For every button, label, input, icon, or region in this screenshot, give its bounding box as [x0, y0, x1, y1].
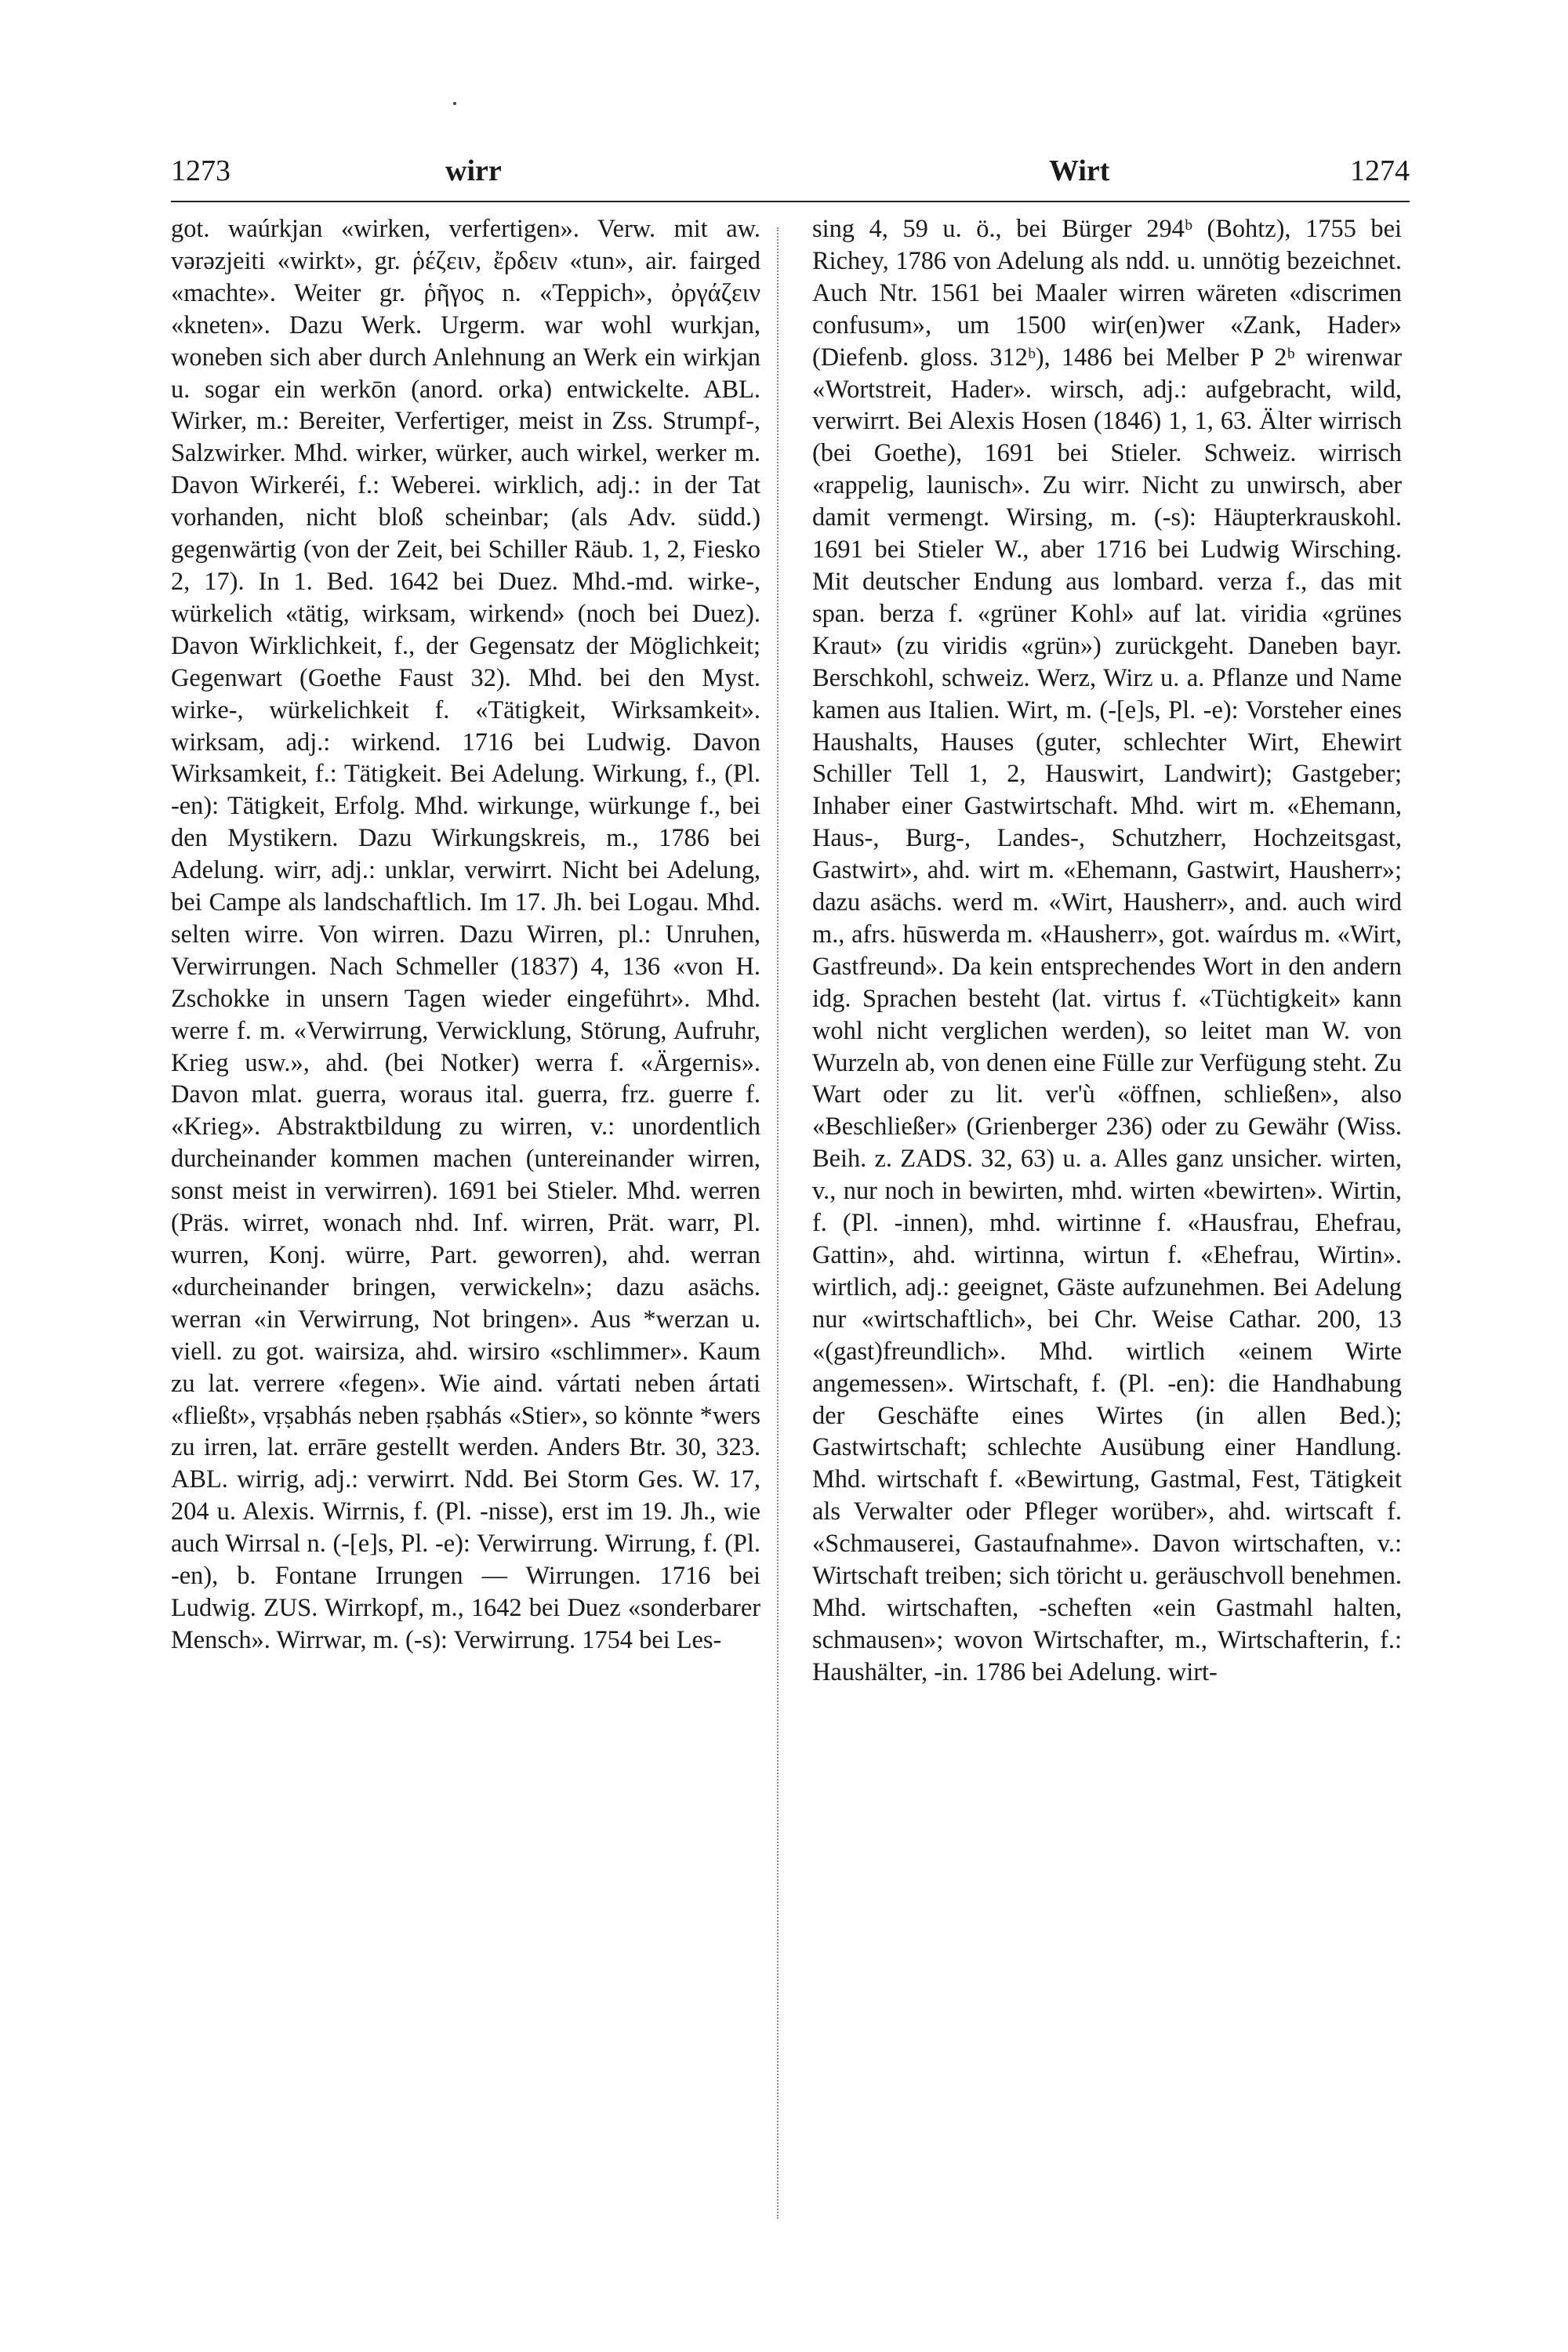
- left-page-number: 1273: [171, 154, 230, 187]
- speck-mark: [453, 102, 456, 105]
- right-column-text: sing 4, 59 u. ö., bei Bürger 294ᵇ (Bohtz), 1755 bei Richey, 1786 von Adelung als ndd. u. unnötig bezeichnet. Auch Ntr. 1561 bei Maaler wirren wäreten «discrimen confusum», um 1500 wir(en)wer «Zank, Hader» (Diefenb. gloss. 312ᵇ), 1486 bei Melber P 2ᵇ wirenwar «Wortstreit, Hader». wirsch, adj.: aufgebracht, wild, verwirrt. Bei Alexis Hosen (1846) 1, 1, 63. Älter wirrisch (bei Goethe), 1691 bei Stieler. Schweiz. wirrisch «rappelig, launisch». Zu wirr. Nicht zu unwirsch, aber damit vermengt. Wirsing, m. (-s): Häupterkrauskohl. 1691 bei Stieler W., aber 1716 bei Ludwig Wirsching. Mit deutscher Endung aus lombard. verza f., das mit span. berza f. «grüner Kohl» auf lat. viridia «grünes Kraut» (zu viridis «grün») zurückgeht. Daneben bayr. Berschkohl, schweiz. Werz, Wirz u. a. Pflanze und Name kamen aus Italien. Wirt, m. (-[e]s, Pl. -e): Vorsteher eines Haushalts, Hauses (guter, schlechter Wirt, Ehewirt Schiller Tell 1, 2, Hauswirt, Landwirt); Gastgeber; Inhaber einer Gastwirtschaft. Mhd. wirt m. «Ehemann, Haus-, Burg-, Landes-, Schutzherr, Hochzeitsgast, Gastwirt», ahd. wirt m. «Ehemann, Gastwirt, Hausherr»; dazu asächs. werd m. «Wirt, Hausherr», and. auch wird m., afrs. hūswerda m. «Hausherr», got. waírdus m. «Wirt, Gastfreund». Da kein entsprechendes Wort in den andern idg. Sprachen besteht (lat. virtus f. «Tüchtigkeit» kann wohl nicht verglichen werden), so leitet man W. von Wurzeln ab, von denen eine Fülle zur Verfügung steht. Zu Wart oder zu lit. ver'ù «öffnen, schließen», also «Beschließer» (Grienberger 236) oder zu Gewähr (Wiss. Beih. z. ZADS. 32, 63) u. a. Alles ganz unsicher. wirten, v., nur noch in bewirten, mhd. wirten «bewirten». Wirtin, f. (Pl. -innen), mhd. wirtinne f. «Hausfrau, Ehefrau, Gattin», ahd. wirtinna, wirtun f. «Ehefrau, Wirtin». wirtlich, adj.: geeignet, Gäste aufzunehmen. Bei Adelung nur «wirtschaftlich», bei Chr. Weise Cathar. 200, 13 «(gast)freundlich». Mhd. wirtlich «einem Wirte angemessen». Wirtschaft, f. (Pl. -en): die Handhabung der Geschäfte eines Wirtes (in allen Bed.); Gastwirtschaft; schlechte Ausübung einer Handlung. Mhd. wirtschaft f. «Bewirtung, Gastmal, Fest, Tätigkeit als Verwalter oder Pfleger worüber», ahd. wirtscaft f. «Schmauserei, Gastaufnahme». Davon wirtschaften, v.: Wirtschaft treiben; sich töricht u. geräuschvoll benehmen. Mhd. wirtschaften, -scheften «ein Gastmahl halten, schmausen»; wovon Wirtschafter, m., Wirtschafterin, f.: Haushälter, -in. 1786 bei Adelung. wirt-: [812, 215, 1402, 1686]
- right-running-head: Wirt: [1049, 154, 1110, 187]
- column-divider: [777, 227, 779, 2219]
- page-header: [171, 154, 1410, 193]
- left-column-text: got. waúrkjan «wirken, verfertigen». Verw. mit aw. vərəzjeiti «wirkt», gr. ῥέζειν, ἔρδειν «tun», air. fairged «machte». Weiter gr. ῥῆγος n. «Teppich», ὀργάζειν «kneten». Dazu Werk. Urgerm. war wohl wurkjan, woneben sich aber durch Anlehnung an Werk ein wirkjan u. sogar ein werkōn (anord. orka) entwickelte. ABL. Wirker, m.: Bereiter, Verfertiger, meist in Zss. Strumpf-, Salzwirker. Mhd. wirker, würker, auch wirkel, werker m. Davon Wirkeréi, f.: Weberei. wirklich, adj.: in der Tat vorhanden, nicht bloß scheinbar; (als Adv. südd.) gegenwärtig (von der Zeit, bei Schiller Räub. 1, 2, Fiesko 2, 17). In 1. Bed. 1642 bei Duez. Mhd.-md. wirke-, würkelich «tätig, wirksam, wirkend» (noch bei Duez). Davon Wirklichkeit, f., der Gegensatz der Möglichkeit; Gegenwart (Goethe Faust 32). Mhd. bei den Myst. wirke-, würkelichkeit f. «Tätigkeit, Wirksamkeit». wirksam, adj.: wirkend. 1716 bei Ludwig. Davon Wirksamkeit, f.: Tätigkeit. Bei Adelung. Wirkung, f., (Pl. -en): Tätigkeit, Erfolg. Mhd. wirkunge, würkunge f., bei den Mystikern. Dazu Wirkungskreis, m., 1786 bei Adelung. wirr, adj.: unklar, verwirrt. Nicht bei Adelung, bei Campe als landschaftlich. Im 17. Jh. bei Logau. Mhd. selten wirre. Von wirren. Dazu Wirren, pl.: Unruhen, Verwirrungen. Nach Schmeller (1837) 4, 136 «von H. Zschokke in unsern Tagen wieder eingeführt». Mhd. werre f. m. «Verwirrung, Verwicklung, Störung, Aufruhr, Krieg usw.», ahd. (bei Notker) werra f. «Ärgernis». Davon mlat. guerra, woraus ital. guerra, frz. guerre f. «Krieg». Abstraktbildung zu wirren, v.: unordentlich durcheinander kommen machen (untereinander wirren, sonst meist in verwirren). 1691 bei Stieler. Mhd. werren (Präs. wirret, wonach nhd. Inf. wirren, Prät. warr, Pl. wurren, Konj. würre, Part. geworren), ahd. werran «durcheinander bringen, verwickeln»; dazu asächs. werran «in Verwirrung, Not bringen». Aus *werzan u. viell. zu got. wairsiza, ahd. wirsiro «schlimmer». Kaum zu lat. verrere «fegen». Wie aind. vártati neben ártati «fließt», vṛṣabhás neben ṛṣabhás «Stier», so könnte *wers zu irren, lat. errāre gestellt werden. Anders Btr. 30, 323. ABL. wirrig, adj.: verwirrt. Ndd. Bei Storm Ges. W. 17, 204 u. Alexis. Wirrnis, f. (Pl. -nisse), erst im 19. Jh., wie auch Wirrsal n. (-[e]s, Pl. -e): Verwirrung. Wirrung, f. (Pl. -en), b. Fontane Irrungen — Wirrungen. 1716 bei Ludwig. ZUS. Wirrkopf, m., 1642 bei Duez «sonderbarer Mensch». Wirrwar, m. (-s): Verwirrung. 1754 bei Les-: [171, 215, 760, 1654]
- header-rule: [171, 201, 1410, 202]
- left-running-head: wirr: [445, 154, 502, 187]
- right-page-number: 1274: [1350, 154, 1410, 187]
